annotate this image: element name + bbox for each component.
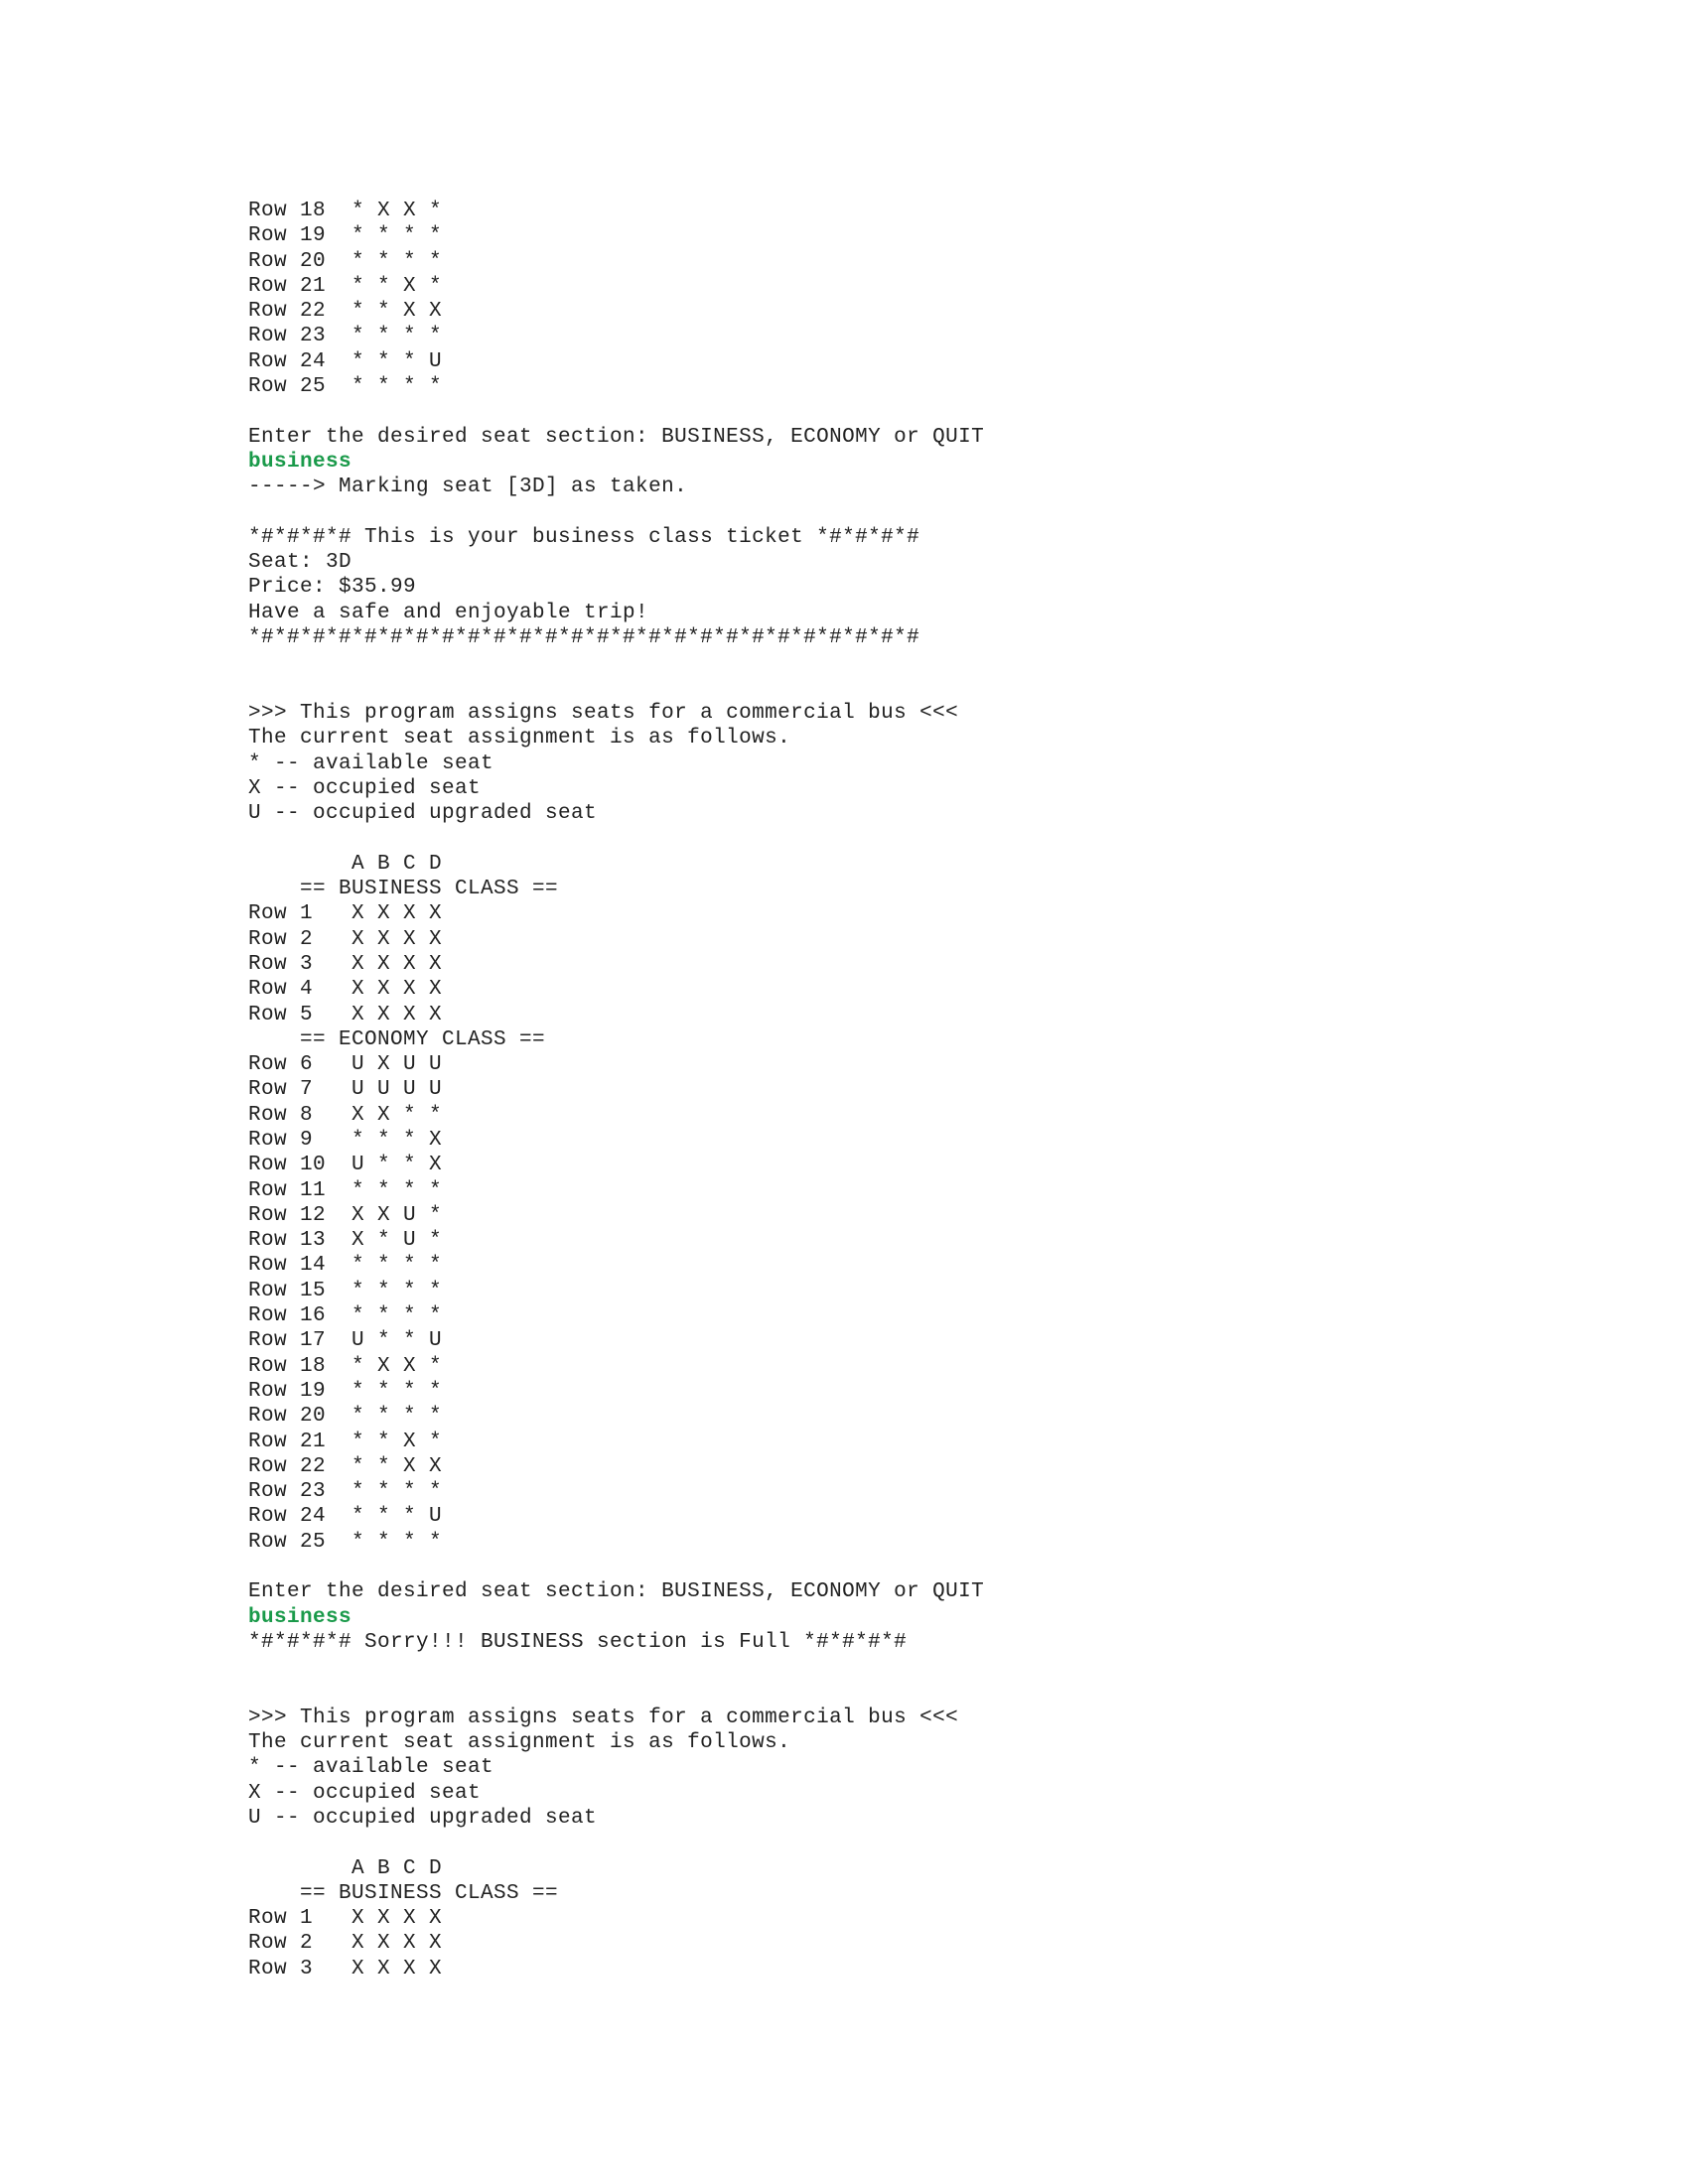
console-line: Row 1 X X X X	[248, 1907, 443, 1931]
user-input-line: business	[248, 450, 352, 474]
console-line: >>> This program assigns seats for a commercial bus <<<	[248, 1706, 959, 1729]
console-line	[248, 1655, 1539, 1680]
console-line: U -- occupied upgraded seat	[248, 1807, 598, 1830]
console-line: Row 12 X X U *	[248, 1203, 443, 1227]
console-line: Row 11 * * * *	[248, 1178, 443, 1202]
console-line: Row 24 * * * U	[248, 349, 443, 373]
console-line: Row 25 * * * *	[248, 375, 443, 399]
console-line: == ECONOMY CLASS ==	[248, 1027, 546, 1051]
console-line: Row 8 X X * *	[248, 1103, 443, 1127]
console-line: Row 13 X * U *	[248, 1229, 443, 1253]
console-line: Row 21 * * X *	[248, 1430, 443, 1453]
console-line: Row 24 * * * U	[248, 1505, 443, 1529]
console-line: Row 25 * * * *	[248, 1530, 443, 1554]
console-line: X -- occupied seat	[248, 776, 482, 800]
console-line: Row 3 X X X X	[248, 1957, 443, 1980]
console-line	[248, 1555, 1539, 1579]
console-output	[248, 199, 1539, 1981]
console-line: Row 10 U * * X	[248, 1154, 443, 1177]
console-line	[248, 650, 1539, 675]
console-line: Row 20 * * * *	[248, 249, 443, 273]
console-line: Row 16 * * * *	[248, 1304, 443, 1328]
console-line: Row 5 X X X X	[248, 1003, 443, 1026]
console-line: Row 21 * * X *	[248, 274, 443, 298]
console-line: Row 17 U * * U	[248, 1329, 443, 1353]
console-line: Row 18 * X X *	[248, 1354, 443, 1378]
console-line: Row 7 U U U U	[248, 1078, 443, 1102]
console-line: Row 19 * * * *	[248, 1379, 443, 1403]
console-line: The current seat assignment is as follows.	[248, 1731, 791, 1755]
console-line: == BUSINESS CLASS ==	[248, 878, 559, 901]
console-line: Row 2 X X X X	[248, 1932, 443, 1956]
console-line: * -- available seat	[248, 751, 494, 775]
console-line: Row 2 X X X X	[248, 927, 443, 951]
console-line: >>> This program assigns seats for a commercial bus <<<	[248, 701, 959, 725]
console-line: *#*#*#*#*#*#*#*#*#*#*#*#*#*#*#*#*#*#*#*#*#*#*#*#*#*#	[248, 626, 920, 650]
console-line: Row 3 X X X X	[248, 952, 443, 976]
console-line: U -- occupied upgraded seat	[248, 802, 598, 826]
console-line: Enter the desired seat section: BUSINESS, ECONOMY or QUIT	[248, 1580, 985, 1604]
console-line: Row 15 * * * *	[248, 1279, 443, 1302]
console-line: The current seat assignment is as follows.	[248, 727, 791, 751]
console-line: Row 19 * * * *	[248, 224, 443, 248]
console-line: *#*#*#*# Sorry!!! BUSINESS section is Full *#*#*#*#	[248, 1630, 908, 1654]
console-line: Price: $35.99	[248, 576, 417, 600]
console-line: Seat: 3D	[248, 551, 352, 575]
console-line: A B C D	[248, 852, 443, 876]
console-line: -----> Marking seat [3D] as taken.	[248, 476, 688, 499]
user-input-line: business	[248, 1605, 352, 1629]
console-line: Enter the desired seat section: BUSINESS, ECONOMY or QUIT	[248, 425, 985, 449]
console-line: Row 4 X X X X	[248, 978, 443, 1002]
console-line: *#*#*#*# This is your business class ticket *#*#*#*#	[248, 525, 920, 549]
console-line: Have a safe and enjoyable trip!	[248, 601, 649, 624]
console-line: A B C D	[248, 1856, 443, 1880]
console-line: Row 20 * * * *	[248, 1405, 443, 1429]
console-line: Row 14 * * * *	[248, 1254, 443, 1278]
console-line	[248, 676, 1539, 701]
console-line: X -- occupied seat	[248, 1781, 482, 1805]
console-line	[248, 399, 1539, 424]
console-line: Row 22 * * X X	[248, 1454, 443, 1478]
console-line	[248, 826, 1539, 851]
console-line: * -- available seat	[248, 1756, 494, 1780]
console-line: Row 6 U X U U	[248, 1053, 443, 1077]
console-line: Row 1 X X X X	[248, 902, 443, 926]
console-line: Row 22 * * X X	[248, 300, 443, 324]
console-line: Row 9 * * * X	[248, 1128, 443, 1152]
console-line: Row 18 * X X *	[248, 200, 443, 222]
console-line: == BUSINESS CLASS ==	[248, 1881, 559, 1905]
console-line: Row 23 * * * *	[248, 325, 443, 348]
console-line	[248, 500, 1539, 525]
console-line: Row 23 * * * *	[248, 1480, 443, 1504]
console-line	[248, 1681, 1539, 1706]
console-line	[248, 1831, 1539, 1855]
